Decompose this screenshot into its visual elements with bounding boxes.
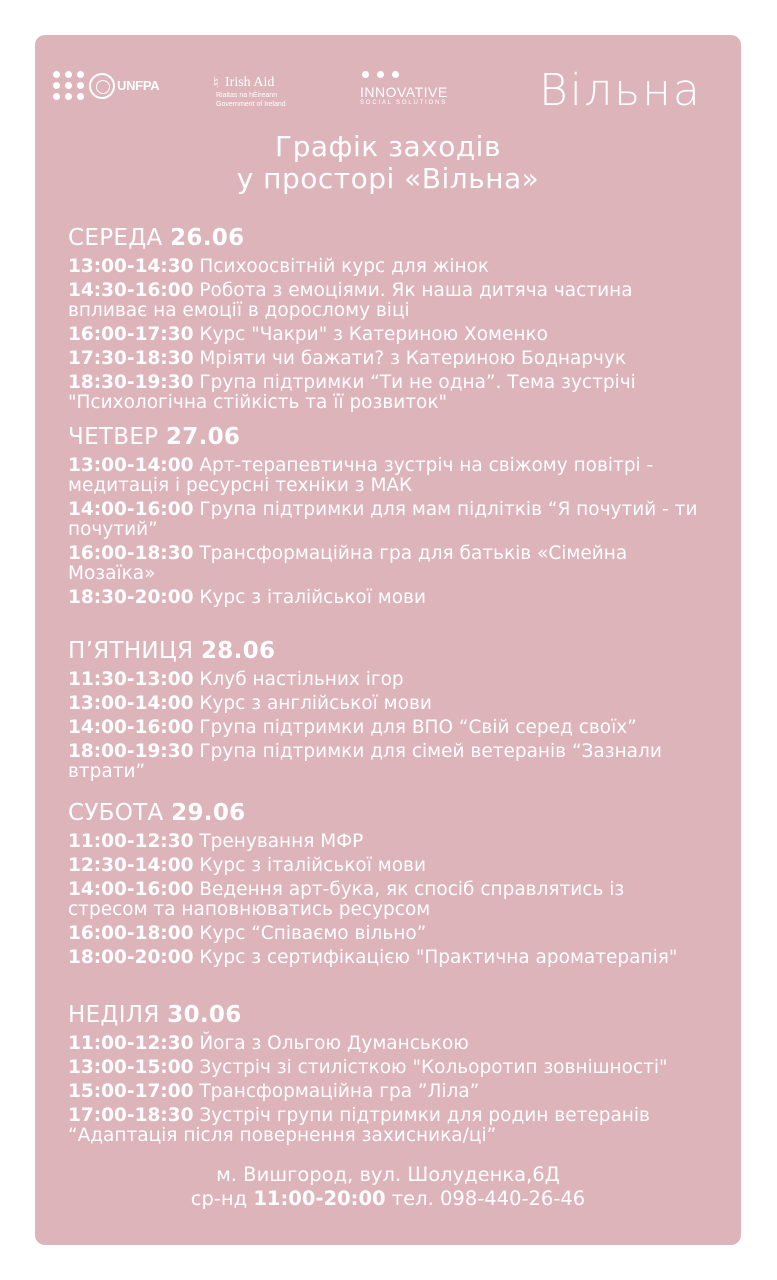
day-date: 29.06 <box>171 800 246 826</box>
event-item <box>68 742 728 782</box>
event-time: 18:30-20:00 <box>68 587 194 608</box>
event-title: Група підтримки “Ти не одна”. Тема зустрічі <box>199 372 636 393</box>
irish-aid-sub2: Government of Ireland <box>216 101 286 108</box>
event-title: Робота з емоціями. Як наша дитяча частина <box>199 280 633 301</box>
footer-phone: тел. 098-440-26-46 <box>391 1187 586 1210</box>
event-item <box>68 832 728 852</box>
day-date: 28.06 <box>201 638 276 664</box>
event-title: Мріяти чи бажати? з Катериною Боднарчук <box>199 348 627 369</box>
day-date: 26.06 <box>170 225 245 251</box>
page-title-line2: у просторі «Вільна» <box>236 162 540 195</box>
event-time: 11:00-12:30 <box>68 1033 194 1054</box>
event-title-cont: "Психологічна стійкість та її розвиток" <box>68 392 448 413</box>
event-item <box>68 718 728 738</box>
day-name: НЕДІЛЯ <box>68 1002 160 1028</box>
event-item <box>68 456 728 496</box>
event-item <box>68 948 728 968</box>
vilna-logo: Вільна <box>539 65 702 116</box>
event-title-cont: Мозаїка» <box>68 563 156 584</box>
irish-aid-text: Irish Aid <box>225 75 275 90</box>
unfpa-logo-text: UNFPA <box>117 78 160 93</box>
day-name: П’ЯТНИЦЯ <box>68 638 194 664</box>
event-time: 18:00-20:00 <box>68 947 194 968</box>
day-heading <box>68 800 245 826</box>
event-title: Група підтримки для мам підлітків “Я почутий - ти <box>199 499 698 520</box>
day-heading <box>68 424 240 450</box>
event-item <box>68 670 728 690</box>
event-time: 16:00-18:30 <box>68 543 194 564</box>
event-time: 13:00-15:00 <box>68 1057 194 1078</box>
event-title: Курс з англійської мови <box>199 693 432 714</box>
unfpa-logo <box>53 71 159 100</box>
event-time: 17:00-18:30 <box>68 1105 194 1126</box>
un-emblem-icon <box>89 73 115 99</box>
event-time: 14:00-16:00 <box>68 879 194 900</box>
innovative-dots-icon <box>362 71 448 78</box>
day-heading <box>68 225 244 251</box>
event-time: 14:30-16:00 <box>68 280 194 301</box>
event-item <box>68 373 728 413</box>
footer-hours-time: 11:00-20:00 <box>253 1187 386 1210</box>
irish-aid-sub1: Rialtas na hÉireann <box>216 92 278 99</box>
event-item <box>68 281 728 321</box>
event-item <box>68 544 728 584</box>
event-title: Курс з італійської мови <box>199 855 426 876</box>
day-name: ЧЕТВЕР <box>68 424 159 450</box>
event-time: 13:00-14:00 <box>68 455 194 476</box>
event-time: 18:30-19:30 <box>68 372 194 393</box>
event-title: Психоосвітній курс для жінок <box>199 256 490 277</box>
event-time: 12:30-14:00 <box>68 855 194 876</box>
event-title: Арт-терапевтична зустріч на свіжому повітрі - <box>199 455 654 476</box>
event-time: 17:30-18:30 <box>68 348 194 369</box>
event-item <box>68 1034 728 1054</box>
day-date: 30.06 <box>167 1002 242 1028</box>
irish-aid-logo <box>213 75 286 109</box>
event-item <box>68 856 728 876</box>
event-time: 16:00-18:00 <box>68 923 194 944</box>
event-title: Курс з італійської мови <box>199 587 426 608</box>
day-heading <box>68 1002 242 1028</box>
event-title: Ведення арт-бука, як спосіб справлятись із <box>199 879 625 900</box>
logo-bar <box>35 35 741 125</box>
event-time: 13:00-14:00 <box>68 693 194 714</box>
event-item <box>68 349 728 369</box>
event-title: Трансформаційна гра для батьків «Сімейна <box>199 543 628 564</box>
event-title-cont: впливає на емоції в дорослому віці <box>68 300 410 321</box>
innovative-text: INNOVATIVE <box>360 84 448 100</box>
event-item <box>68 924 728 944</box>
event-title-cont: стресом та наповнюватись ресурсом <box>68 899 431 920</box>
event-time: 18:00-19:30 <box>68 741 194 762</box>
day-heading <box>68 638 275 664</box>
event-time: 14:00-16:00 <box>68 717 194 738</box>
event-item <box>68 1106 728 1146</box>
event-title: Курс з сертифікацією "Практична ароматерапія" <box>199 947 678 968</box>
innovative-logo <box>360 71 448 106</box>
event-item <box>68 694 728 714</box>
unfpa-dots-icon <box>53 71 85 100</box>
event-title: Група підтримки для сімей ветеранів “Зазнали <box>199 741 662 762</box>
footer-hours <box>35 1187 741 1211</box>
event-item <box>68 257 728 277</box>
event-time: 11:30-13:00 <box>68 669 194 690</box>
event-item <box>68 500 728 540</box>
event-item <box>68 1082 728 1102</box>
footer-hours-prefix: ср-нд <box>190 1187 248 1210</box>
event-title: Курс “Співаємо вільно” <box>199 923 427 944</box>
event-title: Зустріч зі стилісткою "Кольоротип зовнішності" <box>199 1057 668 1078</box>
footer-address: м. Вишгород, вул. Шолуденка,6Д <box>216 1163 560 1186</box>
event-item <box>68 588 728 608</box>
event-title: Клуб настільних ігор <box>199 669 404 690</box>
event-time: 13:00-14:30 <box>68 256 194 277</box>
event-title: Трансформаційна гра ”Ліла” <box>199 1081 480 1102</box>
event-title-cont: “Адаптація після повернення захисника/ці” <box>68 1125 497 1146</box>
event-title-cont: втрати” <box>68 761 146 782</box>
harp-icon: ♮ <box>213 75 219 92</box>
page-title-line1: Графік заходів <box>275 130 501 163</box>
event-title-cont: медитація і ресурсні техніки з МАК <box>68 475 413 496</box>
event-title: Йога з Ольгою Думанською <box>199 1033 469 1054</box>
event-title: Зустріч групи підтримки для родин ветеранів <box>199 1105 650 1126</box>
day-name: СУБОТА <box>68 800 164 826</box>
day-name: СЕРЕДА <box>68 225 163 251</box>
event-item <box>68 880 728 920</box>
event-time: 16:00-17:30 <box>68 324 194 345</box>
event-item <box>68 1058 728 1078</box>
poster-card <box>35 35 741 1245</box>
day-date: 27.06 <box>165 424 241 450</box>
event-title: Тренування МФР <box>199 831 364 852</box>
event-time: 15:00-17:00 <box>68 1081 194 1102</box>
event-title: Курс "Чакри" з Катериною Хоменко <box>199 324 548 345</box>
event-title: Група підтримки для ВПО “Свій серед своїх” <box>199 717 637 738</box>
innovative-sub: SOCIAL SOLUTIONS <box>360 100 447 106</box>
event-time: 11:00-12:30 <box>68 831 194 852</box>
event-item <box>68 325 728 345</box>
event-time: 14:00-16:00 <box>68 499 194 520</box>
event-title-cont: почутий” <box>68 519 158 540</box>
